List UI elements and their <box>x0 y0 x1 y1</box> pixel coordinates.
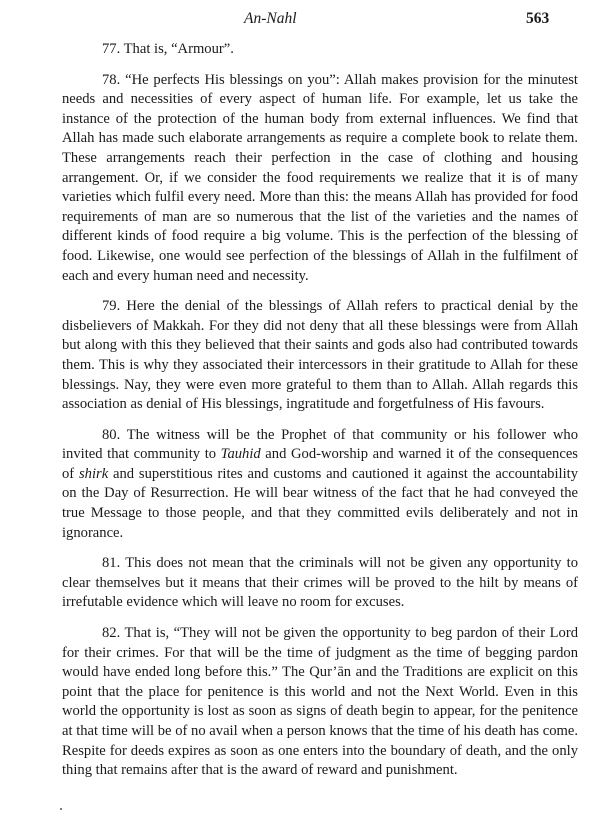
note-number: 80. <box>102 426 121 443</box>
note-number: 78. <box>102 71 121 88</box>
note-text: “He perfects His blessings on you”: Allah makes provision for the minutest needs and necessities of every aspect of human life. For example, let us take the instance of the protection of the human body from external influences. We find that Allah has made such elaborate arrangements as require a complete book to relate them. These arrangements reach their perfection in the case of clothing and housing arrangement. Or, if we consider the food requirements we realize that it is of many varieties which fulfil every need. More than this: the means Allah has provided for food requirements of man are so numerous that the list of the varieties and the names of different kinds of food require a big volume. This is the perfection of the blessing of food. Likewise, one would see perfection of the blessings of Allah in the fulfilment of each and every human need and necessity. <box>62 71 578 284</box>
term-tauhid: Tauhid <box>220 446 261 463</box>
note-text: That is, “Armour”. <box>123 41 234 57</box>
note-text: and superstitious rites and customs and cautioned it against the accountability on the Day of Resurrection. He will bear witness of the fact that he had conveyed the true Message to those people, and that they committed evils deliberately and not in ignorance. <box>62 465 578 541</box>
note-text: and God-worship and warned it of the consequences of <box>62 446 578 482</box>
note-79 <box>62 297 578 415</box>
notes-body <box>62 40 578 792</box>
note-80 <box>62 426 578 544</box>
note-number: 77. <box>102 41 121 57</box>
page-number: 563 <box>526 10 550 27</box>
chapter-title: An-Nahl <box>244 10 297 27</box>
note-82 <box>62 624 578 781</box>
running-header <box>0 8 600 30</box>
note-text: The witness will be the Prophet of that community or his follower who invited that community to <box>62 426 579 463</box>
note-text: That is, “They will not be given the opportunity to beg pardon of their Lord for their crimes. For that will be the time of judgment as the time of begging pardon would have ended long before this.” The Qur’ān and the Traditions are explicit on this point that the place for penitence is this world and not the Next World. Even in this world the opportunity is lost as soon as signs of death begin to appear, for the penitence at that time will be of no avail when a person knows that the time of his death has come. Respite for deeds expires as soon as one enters into the boundary of death, and the only thing that remains after that is the award of reward and punishment. <box>62 625 578 779</box>
note-number: 82. <box>102 625 121 642</box>
scan-speck <box>60 808 62 810</box>
note-number: 79. <box>102 298 121 315</box>
note-text: This does not mean that the criminals will not be given any opportunity to clear themselves but it means that their crimes will be proved to the hilt by means of irrefutable evidence which will leave no room for excuses. <box>62 555 578 611</box>
note-number: 81. <box>102 555 121 572</box>
note-77 <box>62 40 578 60</box>
term-shirk: shirk <box>79 465 109 482</box>
note-81 <box>62 554 578 613</box>
note-78 <box>62 71 578 287</box>
note-text: Here the denial of the blessings of Allah refers to practical denial by the disbelievers of Makkah. For they did not deny that all these blessings were from Allah but along with this they believed that their saints and gods also had contributed towards them. This is why they associated their intercessors in their gratitude to Allah for these blessings. Nay, they were even more grateful to them than to Allah. Allah regards this association as denial of His blessings, ingratitude and forgetfulness of His favours. <box>62 298 578 413</box>
